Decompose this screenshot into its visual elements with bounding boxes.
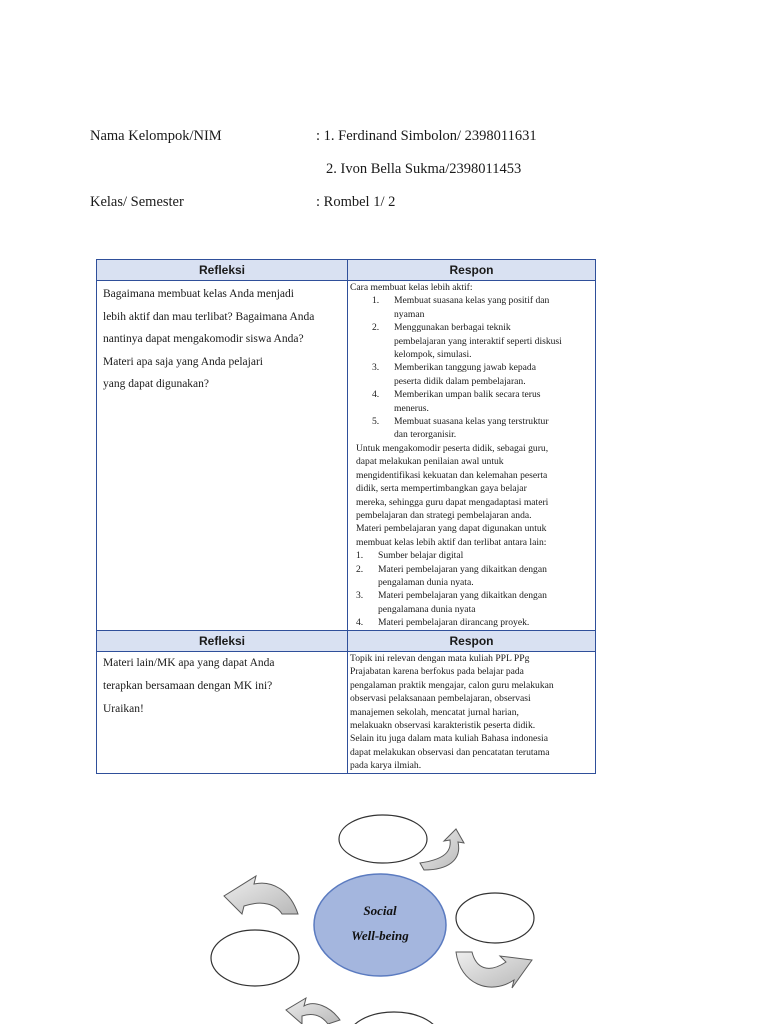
list-number: 3. bbox=[356, 590, 364, 602]
list-line: Memberikan tanggung jawab kepada bbox=[394, 362, 536, 374]
list-item bbox=[350, 388, 593, 415]
accommodate-paragraph bbox=[350, 442, 593, 549]
list-line: peserta didik dalam pembelajaran. bbox=[394, 375, 526, 387]
list-number: 2. bbox=[372, 322, 380, 334]
column-header-response: Respon bbox=[348, 260, 596, 281]
list-line: Memberikan umpan balik secara terus bbox=[394, 389, 541, 401]
column-header-reflection: Refleksi bbox=[97, 631, 348, 652]
reflection-question-2 bbox=[97, 652, 347, 721]
bottom-empty-oval bbox=[348, 1012, 440, 1024]
paragraph-line: mereka, sehingga guru dapat mengadaptasi materi bbox=[356, 496, 549, 508]
paragraph-line: membuat kelas lebih aktif dan terlibat antara lain: bbox=[356, 536, 547, 548]
table-header-row bbox=[97, 631, 596, 652]
question-line: Materi apa saja yang Anda pelajari bbox=[103, 355, 263, 368]
list-item bbox=[350, 616, 593, 629]
list-line: pembelajaran yang interaktif seperti diskusi bbox=[394, 335, 562, 347]
response-line: Selain itu juga dalam mata kuliah Bahasa indonesia bbox=[350, 733, 548, 745]
list-line: kelompok, simulasi. bbox=[394, 349, 472, 361]
response-line: Topik ini relevan dengan mata kuliah PPL PPg bbox=[350, 653, 530, 664]
group-member-2: 2. Ivon Bella Sukma/2398011453 bbox=[326, 161, 522, 177]
list-line: Membuat suasana kelas yang positif dan bbox=[394, 295, 550, 307]
list-item bbox=[350, 361, 593, 388]
list-number: 1. bbox=[356, 550, 364, 562]
reflection-table bbox=[96, 259, 596, 774]
paragraph-line: pembelajaran dan strategi pembelajaran anda. bbox=[356, 509, 532, 521]
response-1 bbox=[348, 281, 595, 630]
list-line: Materi pembelajaran yang dikaitkan dengan bbox=[378, 563, 547, 575]
response-line: pada karya ilmiah. bbox=[350, 760, 422, 772]
active-class-steps bbox=[350, 294, 593, 441]
list-line: pengalaman dunia nyata. bbox=[378, 576, 474, 588]
reflection-question-1 bbox=[97, 281, 347, 396]
list-number: 4. bbox=[356, 617, 364, 629]
list-item bbox=[350, 294, 593, 321]
question-line: terapkan bersamaan dengan MK ini? bbox=[103, 680, 273, 692]
learning-materials-list bbox=[350, 549, 593, 629]
response-intro: Cara membuat kelas lebih aktif: bbox=[350, 282, 473, 293]
group-member-1: : 1. Ferdinand Simbolon/ 2398011631 bbox=[316, 128, 537, 144]
list-number: 3. bbox=[372, 362, 380, 374]
response-line: Prajabatan karena berfokus pada belajar pada bbox=[350, 666, 524, 678]
class-semester-label: Kelas/ Semester bbox=[90, 194, 184, 210]
list-line: Materi pembelajaran dirancang proyek. bbox=[378, 617, 530, 629]
response-line: observasi pelaksanaan pembelajaran, observasi bbox=[350, 693, 531, 705]
list-line: pengalamana dunia nyata bbox=[378, 603, 476, 615]
paragraph-line: Untuk mengakomodir peserta didik, sebagai guru, bbox=[356, 442, 549, 454]
table-row bbox=[97, 281, 596, 631]
list-number: 4. bbox=[372, 389, 380, 401]
response-line: pengalaman praktik mengajar, calon guru melakukan bbox=[350, 679, 554, 691]
list-item bbox=[350, 321, 593, 361]
question-line: Bagaimana membuat kelas Anda menjadi bbox=[103, 288, 294, 300]
center-label-line2: Well-being bbox=[351, 928, 409, 943]
paragraph-line: mengidentifikasi kekuatan dan kelemahan peserta bbox=[356, 469, 548, 481]
list-line: nyaman bbox=[394, 308, 425, 320]
question-line: nantinya dapat mengakomodir siswa Anda? bbox=[103, 333, 304, 345]
response-line: melakuakn observasi karakteristik peserta didik. bbox=[350, 720, 536, 732]
list-item bbox=[350, 589, 593, 616]
class-semester-value: : Rombel 1/ 2 bbox=[316, 194, 396, 210]
list-line: Sumber belajar digital bbox=[378, 550, 464, 562]
center-label-line1: Social bbox=[363, 903, 397, 918]
list-number: 5. bbox=[372, 416, 380, 428]
list-line: menerus. bbox=[394, 402, 429, 414]
paragraph-line: Materi pembelajaran yang dapat digunakan untuk bbox=[356, 523, 547, 535]
left-empty-oval bbox=[211, 930, 299, 986]
column-header-reflection: Refleksi bbox=[97, 260, 348, 281]
column-header-response: Respon bbox=[348, 631, 596, 652]
list-line: Membuat suasana kelas yang terstruktur bbox=[394, 416, 549, 428]
reflection-question-cell bbox=[97, 281, 348, 631]
response-cell bbox=[348, 652, 596, 774]
reflection-question-cell bbox=[97, 652, 348, 774]
list-item bbox=[350, 415, 593, 442]
center-oval bbox=[314, 874, 446, 976]
list-item bbox=[350, 563, 593, 590]
response-cell bbox=[348, 281, 596, 631]
list-number: 1. bbox=[372, 295, 380, 307]
question-line: lebih aktif dan mau terlibat? Bagaimana Anda bbox=[103, 310, 315, 323]
question-line: yang dapat digunakan? bbox=[103, 378, 210, 390]
response-line: manajemen sekolah, mencatat jurnal harian, bbox=[350, 706, 519, 718]
response-line: dapat melakukan observasi dan pencatatan terutama bbox=[350, 746, 550, 758]
list-item bbox=[350, 549, 593, 562]
list-line: Materi pembelajaran yang dikaitkan dengan bbox=[378, 590, 547, 602]
table-header-row bbox=[97, 260, 596, 281]
question-line: Materi lain/MK apa yang dapat Anda bbox=[103, 657, 275, 669]
right-empty-oval bbox=[456, 893, 534, 943]
group-name-label: Nama Kelompok/NIM bbox=[90, 128, 222, 144]
list-line: dan terorganisir. bbox=[394, 429, 457, 441]
paragraph-line: didik, serta mempertimbangkan gaya belajar bbox=[356, 483, 527, 495]
list-line: Menggunakan berbagai teknik bbox=[394, 322, 511, 334]
question-line: Uraikan! bbox=[103, 703, 144, 715]
table-row bbox=[97, 652, 596, 774]
social-wellbeing-diagram bbox=[0, 800, 768, 1024]
list-number: 2. bbox=[356, 563, 364, 575]
paragraph-line: dapat melakukan penilaian awal untuk bbox=[356, 456, 504, 468]
response-2 bbox=[348, 652, 595, 773]
top-empty-oval bbox=[339, 815, 427, 863]
